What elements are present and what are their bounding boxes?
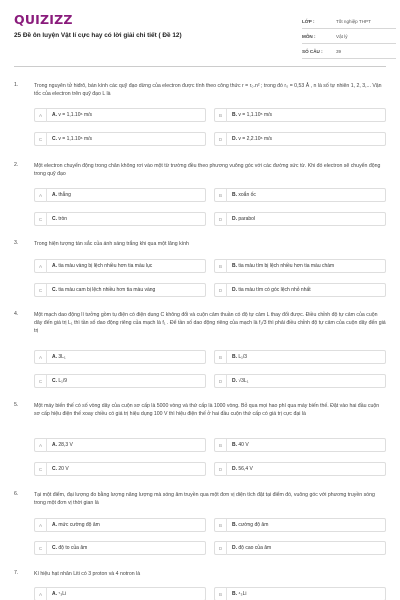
option-letter: C: [35, 213, 47, 226]
option-a[interactable]: [34, 518, 206, 532]
question-number: 6.: [14, 491, 19, 497]
option-prefix: A.: [52, 192, 57, 198]
option-d[interactable]: [214, 283, 386, 297]
option-prefix: B.: [232, 263, 237, 269]
option-prefix: C.: [52, 466, 57, 472]
option-d[interactable]: [214, 374, 386, 388]
meta-key: MÔN :: [302, 33, 316, 39]
option-a[interactable]: [34, 438, 206, 452]
question-text: Kí hiệu hạt nhân Liti có 3 proton và 4 notron là: [34, 571, 141, 577]
option-prefix: B.: [232, 522, 237, 528]
option-prefix: B.: [232, 442, 237, 448]
option-letter: A: [35, 588, 47, 600]
option-text: ⁷₃Li: [58, 591, 67, 597]
page-header: [0, 0, 400, 62]
option-letter: C: [35, 284, 47, 297]
option-a[interactable]: [34, 259, 206, 273]
document-title: 25 Đề ôn luyện Vật lí cực hay có lời giải chi tiết ( Đề 12): [14, 32, 182, 39]
question-text: Một máy biến thế có số vòng dây của cuộn sơ cấp là 5000 vòng và thứ cấp là 1000 vòng. Bỏ qua mọi hao phí qua máy biến thế. Đặt vào hai đầu cuộn sơ cấp hiệu điện thế xoay chiều có giá trị hiệu dụng 100 V thì hiệu điện thế ở hai đầu cuộn thứ cấp có giá trị cực đại là: [34, 403, 380, 417]
option-letter: A: [35, 519, 47, 532]
option-b[interactable]: [214, 518, 386, 532]
option-text: 20 V: [58, 466, 69, 472]
meta-value: 39: [336, 48, 342, 54]
option-prefix: D.: [232, 136, 237, 142]
option-text: thẳng: [58, 192, 71, 198]
option-b[interactable]: [214, 188, 386, 202]
option-text: v = 2,2.10⁶ m/s: [238, 136, 272, 142]
question-text: Một mạch dao động lí tưởng gồm tụ điện có điện dung C không đổi và cuộn cảm thuần có độ tự cảm L thay đổi được. Điều chỉnh độ tự cảm của cuộn dây đến giá trị L₁ thì tần số dao động riêng của mạch là f₁ . Để tần số dao động riêng của mạch là f₁/3 thì phải điều chỉnh độ tự cảm của cuộn dây đến giá trị: [34, 312, 386, 334]
question-number: 3.: [14, 240, 19, 246]
option-d[interactable]: [214, 132, 386, 146]
question-number: 1.: [14, 82, 19, 88]
option-text: tia màu vàng bị lệch nhiều hơn tia màu lục: [58, 263, 153, 269]
option-prefix: A.: [52, 522, 57, 528]
question-text: Tại một điểm, đại lượng đo bằng lượng năng lượng mà sóng âm truyền qua một đơn vị diện tích đặt tại điểm đó, vuông góc với phương truyền sóng trong một đơn vị thời gian là: [34, 492, 375, 506]
option-letter: D: [215, 133, 227, 146]
option-prefix: C.: [52, 216, 57, 222]
option-letter: D: [215, 542, 227, 555]
option-c[interactable]: [34, 462, 206, 476]
option-prefix: D.: [232, 545, 237, 551]
option-c[interactable]: [34, 374, 206, 388]
option-a[interactable]: [34, 350, 206, 364]
option-letter: A: [35, 109, 47, 122]
option-letter: C: [35, 375, 47, 388]
option-prefix: C.: [52, 136, 57, 142]
option-letter: C: [35, 133, 47, 146]
option-c[interactable]: [34, 541, 206, 555]
option-b[interactable]: [214, 587, 386, 600]
meta-row-subject: [302, 29, 396, 44]
option-text: v = 1,1.10⁶ m/s: [58, 136, 92, 142]
option-prefix: B.: [232, 192, 237, 198]
option-prefix: D.: [232, 378, 237, 384]
option-c[interactable]: [34, 212, 206, 226]
option-prefix: A.: [52, 591, 57, 597]
option-letter: C: [35, 542, 47, 555]
option-b[interactable]: [214, 438, 386, 452]
option-text: tròn: [58, 216, 68, 222]
header-divider: [14, 66, 386, 67]
option-letter: D: [215, 375, 227, 388]
meta-key: LỚP :: [302, 18, 315, 24]
option-letter: D: [215, 213, 227, 226]
option-prefix: A.: [52, 354, 57, 360]
option-letter: B: [215, 519, 227, 532]
option-text: độ cao của âm: [238, 545, 272, 551]
option-letter: B: [215, 439, 227, 452]
option-text: L₁/3: [238, 354, 248, 360]
option-prefix: A.: [52, 112, 57, 118]
meta-row-class: [302, 14, 396, 29]
option-letter: B: [215, 260, 227, 273]
option-prefix: D.: [232, 287, 237, 293]
option-c[interactable]: [34, 132, 206, 146]
option-letter: B: [215, 351, 227, 364]
option-prefix: B.: [232, 112, 237, 118]
meta-row-count: [302, 44, 396, 59]
meta-value: Tốt nghiệp THPT: [336, 18, 371, 24]
option-b[interactable]: [214, 108, 386, 122]
option-letter: B: [215, 109, 227, 122]
option-letter: C: [35, 463, 47, 476]
option-text: ⁴₃Li: [238, 591, 247, 597]
quizizz-logo: QUIZIZZ: [14, 12, 73, 27]
option-d[interactable]: [214, 541, 386, 555]
option-a[interactable]: [34, 188, 206, 202]
option-a[interactable]: [34, 587, 206, 600]
option-prefix: D.: [232, 466, 237, 472]
option-text: 56,4 V: [238, 466, 253, 472]
option-text: 3L₁: [58, 354, 66, 360]
option-letter: B: [215, 189, 227, 202]
option-text: mức cường độ âm: [58, 522, 100, 528]
option-text: 40 V: [238, 442, 249, 448]
option-text: v = 1,1.10⁶ m/s: [58, 112, 92, 118]
option-d[interactable]: [214, 462, 386, 476]
question-text: Trong nguyên tử hiđrô, bán kính các quỹ đạo dừng của electron được tính theo công thức r = r₀.n² ; trong đó r₀ = 0,53 Å , n là số tự nhiên 1, 2, 3,... Vận tốc của electron trên quỹ đạo L là: [34, 83, 382, 97]
meta-table: [302, 14, 396, 59]
question-text: Một electron chuyển động trong chân không rơi vào một từ trường đều theo phương vuông góc với các đường sức từ. Khi đó electron sẽ chuyển động trong quỹ đạo: [34, 163, 381, 177]
option-prefix: C.: [52, 378, 57, 384]
option-text: √3L₁: [238, 378, 249, 384]
question-number: 4.: [14, 311, 19, 317]
question-number: 7.: [14, 570, 19, 576]
option-d[interactable]: [214, 212, 386, 226]
option-b[interactable]: [214, 350, 386, 364]
option-text: tia màu tím bị lệch nhiều hơn tia màu chàm: [238, 263, 335, 269]
option-text: L₁/9: [58, 378, 68, 384]
option-prefix: D.: [232, 216, 237, 222]
option-prefix: B.: [232, 591, 237, 597]
option-letter: D: [215, 284, 227, 297]
option-text: độ to của âm: [58, 545, 88, 551]
option-text: cường độ âm: [238, 522, 269, 528]
question-number: 5.: [14, 402, 19, 408]
option-letter: A: [35, 260, 47, 273]
option-letter: B: [215, 588, 227, 600]
option-c[interactable]: [34, 283, 206, 297]
option-prefix: B.: [232, 354, 237, 360]
question-text: Trong hiện tượng tán sắc của ánh sáng trắng khi qua một lăng kính: [34, 241, 189, 247]
option-prefix: C.: [52, 287, 57, 293]
option-letter: A: [35, 189, 47, 202]
question-number: 2.: [14, 162, 19, 168]
option-prefix: C.: [52, 545, 57, 551]
option-a[interactable]: [34, 108, 206, 122]
option-text: xoắn ốc: [238, 192, 256, 198]
option-text: 28,3 V: [58, 442, 73, 448]
option-text: tia màu cam bị lệch nhiều hơn tia màu vàng: [58, 287, 156, 293]
option-text: parabol: [238, 216, 256, 222]
option-prefix: A.: [52, 442, 57, 448]
option-text: v = 1,1.10⁵ m/s: [238, 112, 273, 118]
option-letter: A: [35, 439, 47, 452]
option-letter: D: [215, 463, 227, 476]
option-b[interactable]: [214, 259, 386, 273]
option-text: tia màu tím có góc lệch nhỏ nhất: [238, 287, 311, 293]
meta-value: Vật lý: [336, 33, 348, 39]
meta-key: SỐ CÂU :: [302, 48, 323, 54]
option-prefix: A.: [52, 263, 57, 269]
option-letter: A: [35, 351, 47, 364]
